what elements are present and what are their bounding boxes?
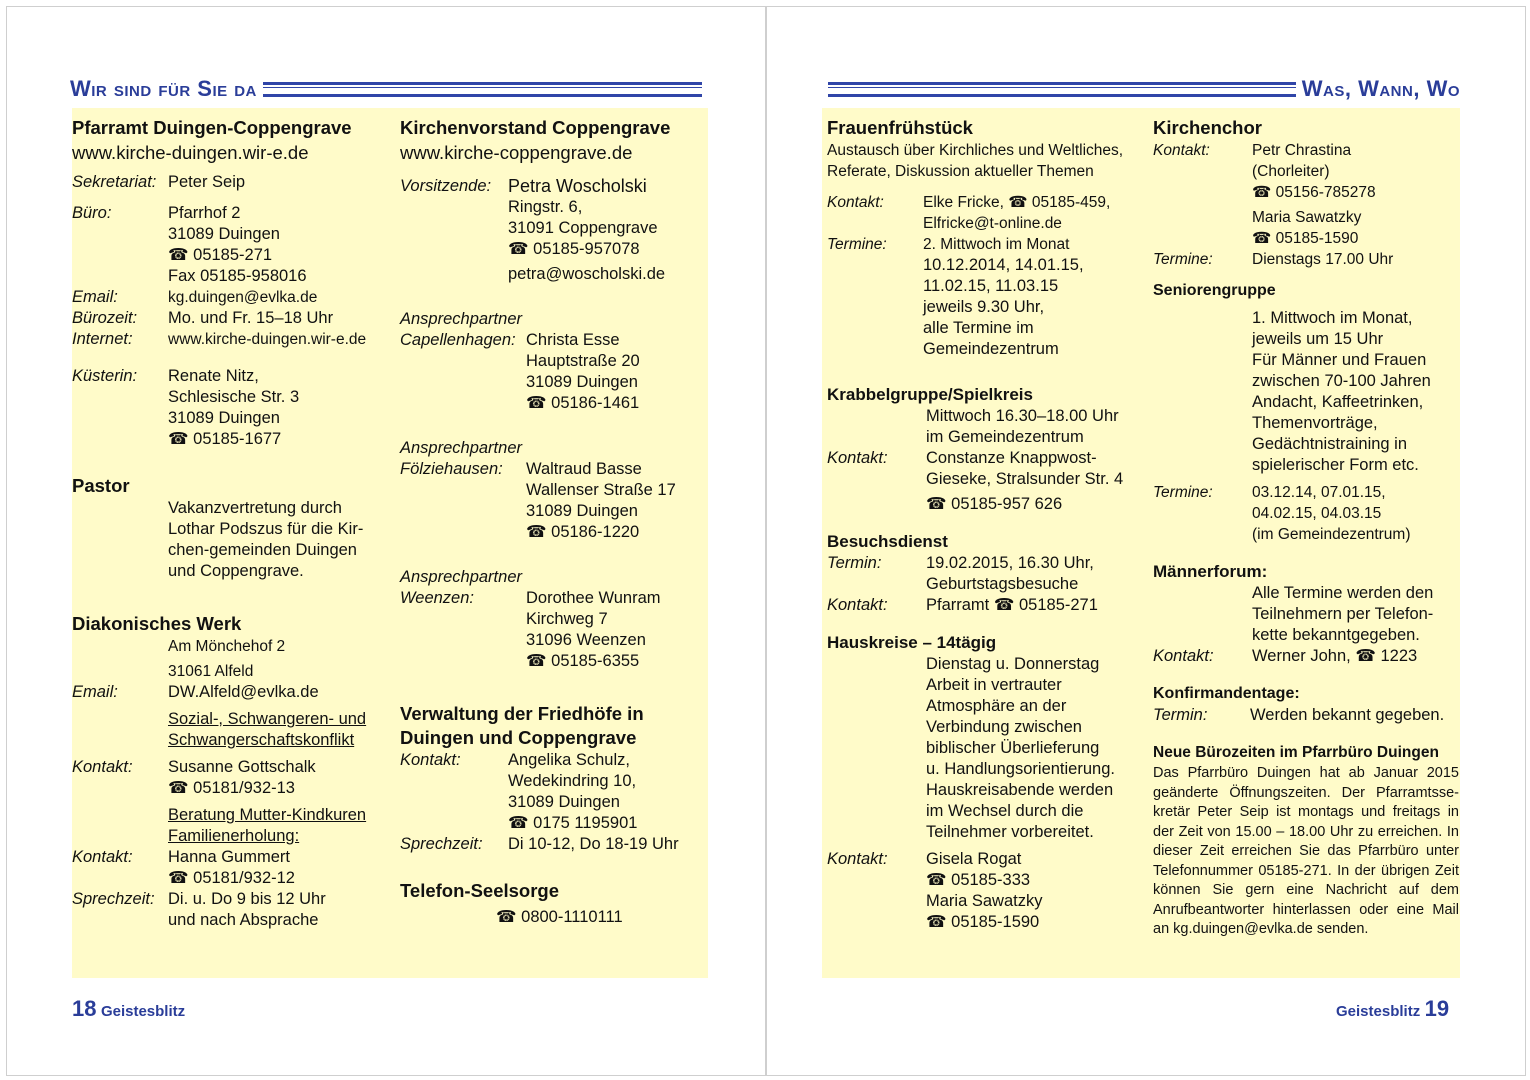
maenner-kontakt (1153, 646, 1459, 667)
buero-phone: ☎ 05185-271 (168, 245, 388, 266)
haus-line: biblischer Überlieferung (926, 739, 1100, 757)
termin-label: Termin: (1153, 706, 1208, 724)
kontakt-name: Constanze Knappwost- (926, 449, 1097, 467)
haus-line: Arbeit in vertrauter (926, 676, 1062, 694)
sprechzeit-line: und nach Absprache (168, 911, 319, 929)
ansprechpartner-label: Ansprechpartner (400, 568, 522, 586)
desc-line: Referate, Diskussion aktueller Themen (827, 163, 1094, 180)
senioren-line: Themenvorträge, (1252, 414, 1378, 432)
termine-line: (im Gemeindezentrum) (1252, 526, 1411, 543)
kontakt-phone: ☎ 05181/932-13 (168, 778, 388, 799)
kontakt-phone: ☎ 1223 (1355, 647, 1417, 665)
topic-line: Sozial-, Schwangeren- und (168, 710, 367, 728)
kontakt-street: Wedekindring 10, (508, 772, 637, 790)
right-column-1 (827, 116, 1143, 933)
pfarramt-url[interactable]: www.kirche-duingen.wir-e.de (72, 142, 309, 163)
diakonie-kontakt-2 (72, 847, 388, 889)
diakonie-topic-1 (168, 709, 388, 751)
left-column-2 (400, 116, 704, 928)
ap-capellenhagen (400, 330, 704, 414)
krabbel-kontakt (827, 448, 1143, 515)
kontakt-name: Gisela Rogat (926, 850, 1022, 868)
sekretariat-row (72, 172, 388, 193)
pastor-line: Lothar Podszus für die Kir- (168, 520, 364, 538)
vorsitzende-name: Petra Woscholski (508, 176, 647, 196)
left-panel (72, 108, 708, 978)
kontakt-name: Susanne Gottschalk (168, 758, 316, 776)
buero-news-title: Neue Bürozeiten im Pfarrbüro Duingen (1153, 744, 1439, 761)
vorsitzende-label: Vorsitzende: (400, 177, 492, 195)
senioren-text (1252, 308, 1459, 476)
friedhof-kontakt (400, 750, 704, 834)
kontakt-name: Angelika Schulz, (508, 751, 630, 769)
kontakt-role: (Chorleiter) (1252, 163, 1330, 180)
ap-street: Hauptstraße 20 (526, 352, 640, 370)
left-header-title: Wir sind für Sie da (70, 76, 257, 101)
internet-link[interactable]: www.kirche-duingen.wir-e.de (168, 331, 367, 348)
kontakt-label: Kontakt: (1153, 647, 1214, 665)
ap-name: Waltraud Basse (526, 460, 642, 478)
magazine-name: Geistesblitz (1336, 1003, 1421, 1020)
ansprechpartner-label: Ansprechpartner (400, 439, 522, 457)
desc-line: Austausch über Kirchliches und Weltliches, (827, 142, 1124, 159)
termine-label: Termine: (1153, 251, 1213, 268)
buero-news-text: Das Pfarrbüro Duingen hat ab Januar 2015 geänderte Öffnungszeiten. Der Pfarramtssekretär Peter Seip ist montags und freitags in der Zeit von 15.00 – 18.00 Uhr zu erreichen. In dieser Zeit erreichen Sie das Pfarrbüro unter Telefonnummer 05185-271. In der übrigen Zeit können Sie gern eine Nachricht auf dem Anrufbeantworter hinterlassen oder eine Mail an kg.duingen@evlka.de senden. (1153, 765, 1459, 937)
kontakt-label: Kontakt: (72, 758, 133, 776)
header-rule (263, 82, 702, 97)
buero-fax: Fax 05185-958016 (168, 267, 307, 285)
haus-line: Verbindung zwischen (926, 718, 1082, 736)
senioren-line: zwischen 70-100 Jahren (1252, 372, 1431, 390)
maenner-text (1252, 583, 1459, 646)
diakonie-street: Am Mönchehof 2 (168, 638, 286, 655)
kontakt-name: Elke Fricke, (923, 194, 1004, 211)
haus-kontakt (827, 849, 1143, 933)
kontakt-name: Werner John, (1252, 647, 1351, 665)
senioren-line: Für Männer und Frauen (1252, 351, 1427, 369)
krabbel-title: Krabbelgruppe/Spielkreis (827, 385, 1033, 404)
chor-kontakt (1153, 140, 1459, 249)
sekretariat-value: Peter Seip (168, 173, 246, 191)
kv-title: Kirchenvorstand Coppengrave (400, 117, 671, 138)
right-header (822, 76, 1460, 102)
seelsorge-title: Telefon-Seelsorge (400, 880, 560, 901)
kontakt-name: Hanna Gummert (168, 848, 290, 866)
haus-line: Teilnehmer vorbereitet. (926, 823, 1094, 841)
diakonie-email[interactable]: DW.Alfeld@evlka.de (168, 683, 319, 701)
besuch-title: Besuchsdienst (827, 532, 948, 551)
vorsitzende-street: Ringstr. 6, (508, 198, 583, 216)
ap-place: Weenzen: (400, 589, 474, 607)
termine-line: 04.02.15, 04.03.15 (1252, 505, 1382, 522)
senioren-title: Seniorengruppe (1153, 282, 1276, 299)
frauen-termine (827, 234, 1143, 360)
senioren-line: jeweils um 15 Uhr (1252, 330, 1384, 348)
kuesterin-name: Renate Nitz, (168, 367, 259, 385)
header-rule (828, 82, 1296, 97)
kontakt-label: Kontakt: (827, 596, 888, 614)
diakonie-email-row (72, 682, 388, 703)
haus-line: u. Handlungsorientierung. (926, 760, 1115, 778)
kontakt-phone: ☎ 05185-459, (1008, 194, 1110, 211)
seelsorge-phone: ☎ 0800-1110111 (496, 907, 704, 928)
termin-line: 19.02.2015, 16.30 Uhr, (926, 554, 1094, 572)
ansprechpartner-label: Ansprechpartner (400, 310, 522, 328)
frauen-kontakt (827, 192, 1143, 234)
sprechzeit-label: Sprechzeit: (72, 890, 155, 908)
haus-line: Dienstag u. Donnerstag (926, 655, 1100, 673)
kuesterin-city: 31089 Duingen (168, 409, 280, 427)
diakonie-kontakt-1 (72, 757, 388, 799)
pfarramt-title: Pfarramt Duingen-Coppengrave (72, 117, 352, 138)
kontakt-label: Kontakt: (827, 850, 888, 868)
left-footer (72, 996, 185, 1022)
kuesterin-street: Schlesische Str. 3 (168, 388, 300, 406)
termine-line: Gemeindezentrum (923, 340, 1059, 358)
konfi-title: Konfirmandentage: (1153, 685, 1300, 702)
senioren-line: 1. Mittwoch im Monat, (1252, 309, 1413, 327)
ap-city: 31089 Duingen (526, 502, 638, 520)
kontakt-phone: ☎ 05156-785278 (1252, 182, 1459, 203)
zeit-line: Mittwoch 16.30–18.00 Uhr (926, 407, 1119, 425)
sekretariat-label: Sekretariat: (72, 173, 157, 191)
haus-line: Hauskreisabende werden (926, 781, 1114, 799)
buero-street: Pfarrhof 2 (168, 204, 241, 222)
vorsitzende-phone: ☎ 05185-957078 (508, 239, 704, 260)
termin-value: Werden bekannt gegeben. (1250, 706, 1445, 724)
kontakt-phone: ☎ 05185-333 (926, 870, 1143, 891)
email-label: Email: (72, 288, 118, 306)
zeit-line: im Gemeindezentrum (926, 428, 1084, 446)
magazine-name: Geistesblitz (100, 1003, 186, 1020)
diakonie-topic-2 (168, 805, 388, 847)
senioren-termine (1153, 482, 1459, 545)
termin-line: Geburtstagsbesuche (926, 575, 1079, 593)
ap-phone: ☎ 05186-1461 (526, 393, 704, 414)
buero-city: 31089 Duingen (168, 225, 280, 243)
kontakt-phone: ☎ 05181/932-12 (168, 868, 388, 889)
termine-label: Termine: (827, 236, 887, 253)
right-panel (822, 108, 1460, 978)
kontakt-label: Kontakt: (827, 194, 884, 211)
kontakt-label: Kontakt: (72, 848, 133, 866)
vorsitzende-email[interactable]: petra@woscholski.de (508, 265, 666, 283)
kontakt-label: Kontakt: (1153, 142, 1210, 159)
maenner-line: Alle Termine werden den (1252, 584, 1434, 602)
ap-name: Dorothee Wunram (526, 589, 661, 607)
topic-line: Beratung Mutter-Kindkuren (168, 806, 367, 824)
termine-line: 03.12.14, 07.01.15, (1252, 484, 1386, 501)
chor-termine (1153, 249, 1459, 270)
krabbel-zeit (926, 406, 1143, 448)
diakonie-city: 31061 Alfeld (168, 663, 254, 680)
ap-phone: ☎ 05186-1220 (526, 522, 704, 543)
right-footer (1336, 996, 1449, 1022)
maenner-line: Teilnehmern per Telefon- (1252, 605, 1434, 623)
ap-city: 31089 Duingen (526, 373, 638, 391)
left-column-1 (72, 116, 388, 931)
termine-line: 2. Mittwoch im Monat (923, 236, 1070, 253)
ap-weenzen (400, 588, 704, 672)
page-number: 18 (72, 996, 97, 1021)
page-number: 19 (1424, 996, 1450, 1021)
sprechzeit-value: Di 10-12, Do 18-19 Uhr (508, 835, 679, 853)
pastor-line: Vakanzvertretung durch (168, 499, 342, 517)
kv-url[interactable]: www.kirche-coppengrave.de (400, 142, 633, 163)
vorsitzende-row (400, 176, 704, 285)
sprechzeit-line: Di. u. Do 9 bis 12 Uhr (168, 890, 326, 908)
haus-line: Atmosphäre an der (926, 697, 1067, 715)
ap-name: Christa Esse (526, 331, 620, 349)
haus-text (926, 654, 1143, 843)
pastor-line: und Coppengrave. (168, 562, 304, 580)
right-column-2 (1153, 116, 1459, 940)
konfi-termin (1153, 705, 1459, 726)
besuch-kontakt (827, 595, 1143, 616)
buero-row (72, 203, 388, 287)
termine-line: alle Termine im (923, 319, 1034, 337)
ap-city: 31096 Weenzen (526, 631, 646, 649)
frauen-desc (827, 140, 1143, 182)
buerozeit-label: Bürozeit: (72, 309, 138, 327)
friedhof-sprechzeit (400, 834, 704, 855)
termine-label: Termine: (1153, 484, 1213, 501)
diakonie-email-label: Email: (72, 683, 118, 701)
kontakt-phone: ☎ 05185-271 (994, 596, 1098, 614)
kuesterin-row (72, 366, 388, 450)
buerozeit-value: Mo. und Fr. 15–18 Uhr (168, 309, 334, 327)
termine-line: 10.12.2014, 14.01.15, (923, 256, 1084, 274)
ap-place: Capellenhagen: (400, 331, 516, 349)
senioren-line: Gedächtnistraining in (1252, 435, 1408, 453)
kontakt-name: Maria Sawatzky (1252, 209, 1362, 226)
diakonie-address (168, 636, 388, 682)
haus-title: Hauskreise – 14tägig (827, 633, 997, 652)
maenner-title: Männerforum: (1153, 562, 1268, 581)
sprechzeit-label: Sprechzeit: (400, 835, 483, 853)
kontakt-address: Gieseke, Stralsunder Str. 4 (926, 470, 1124, 488)
termine-value: Dienstags 17.00 Uhr (1252, 251, 1394, 268)
kuesterin-label: Küsterin: (72, 367, 138, 385)
left-header (70, 76, 708, 102)
email-row (72, 287, 388, 308)
ap-place: Fölziehausen: (400, 460, 503, 478)
termin-label: Termin: (827, 554, 882, 572)
senioren-line: spielerischer Form etc. (1252, 456, 1419, 474)
ap-street: Kirchweg 7 (526, 610, 608, 628)
ap-street: Wallenser Straße 17 (526, 481, 676, 499)
chor-title: Kirchenchor (1153, 117, 1262, 138)
kontakt-name: Petr Chrastina (1252, 142, 1352, 159)
friedhof-title-line: Duingen und Coppengrave (400, 727, 637, 748)
topic-line: Familienerholung: (168, 827, 300, 845)
kontakt-label: Kontakt: (827, 449, 888, 467)
friedhof-title (400, 702, 704, 750)
vorsitzende-city: 31091 Coppengrave (508, 219, 658, 237)
pastor-line: chen-gemeinden Duingen (168, 541, 357, 559)
pastor-title: Pastor (72, 475, 130, 496)
termine-line: jeweils 9.30 Uhr, (923, 298, 1045, 316)
senioren-line: Andacht, Kaffeetrinken, (1252, 393, 1424, 411)
friedhof-title-line: Verwaltung der Friedhöfe in (400, 703, 644, 724)
kuesterin-phone: ☎ 05185-1677 (168, 429, 388, 450)
haus-line: im Wechsel durch die (926, 802, 1084, 820)
buero-label: Büro: (72, 204, 112, 222)
kontakt-email[interactable]: Elfricke@t-online.de (923, 215, 1062, 232)
frauen-title: Frauenfrühstück (827, 117, 973, 138)
buerozeit-row (72, 308, 388, 329)
pastor-text (168, 498, 388, 582)
kontakt-label: Kontakt: (400, 751, 461, 769)
diakonie-title: Diakonisches Werk (72, 613, 242, 634)
kontakt-phone: ☎ 05185-1590 (926, 912, 1143, 933)
besuch-termin (827, 553, 1143, 595)
kontakt-phone: ☎ 05185-957 626 (926, 494, 1143, 515)
kontakt-phone: ☎ 05185-1590 (1252, 228, 1459, 249)
internet-row (72, 329, 388, 350)
ap-foelziehausen (400, 459, 704, 543)
kontakt-city: 31089 Duingen (508, 793, 620, 811)
termine-line: 11.02.15, 11.03.15 (923, 277, 1059, 295)
kontakt-name: Maria Sawatzky (926, 892, 1043, 910)
diakonie-sprechzeit (72, 889, 388, 931)
topic-line: Schwangerschaftskonflikt (168, 731, 355, 749)
kontakt-phone: ☎ 0175 1195901 (508, 813, 704, 834)
pfarramt-email[interactable]: kg.duingen@evlka.de (168, 289, 318, 306)
right-header-title: Was, Wann, Wo (1301, 76, 1460, 101)
internet-label: Internet: (72, 330, 133, 348)
ap-phone: ☎ 05185-6355 (526, 651, 704, 672)
maenner-line: kette bekanntgegeben. (1252, 626, 1420, 644)
kontakt-name: Pfarramt (926, 596, 990, 614)
